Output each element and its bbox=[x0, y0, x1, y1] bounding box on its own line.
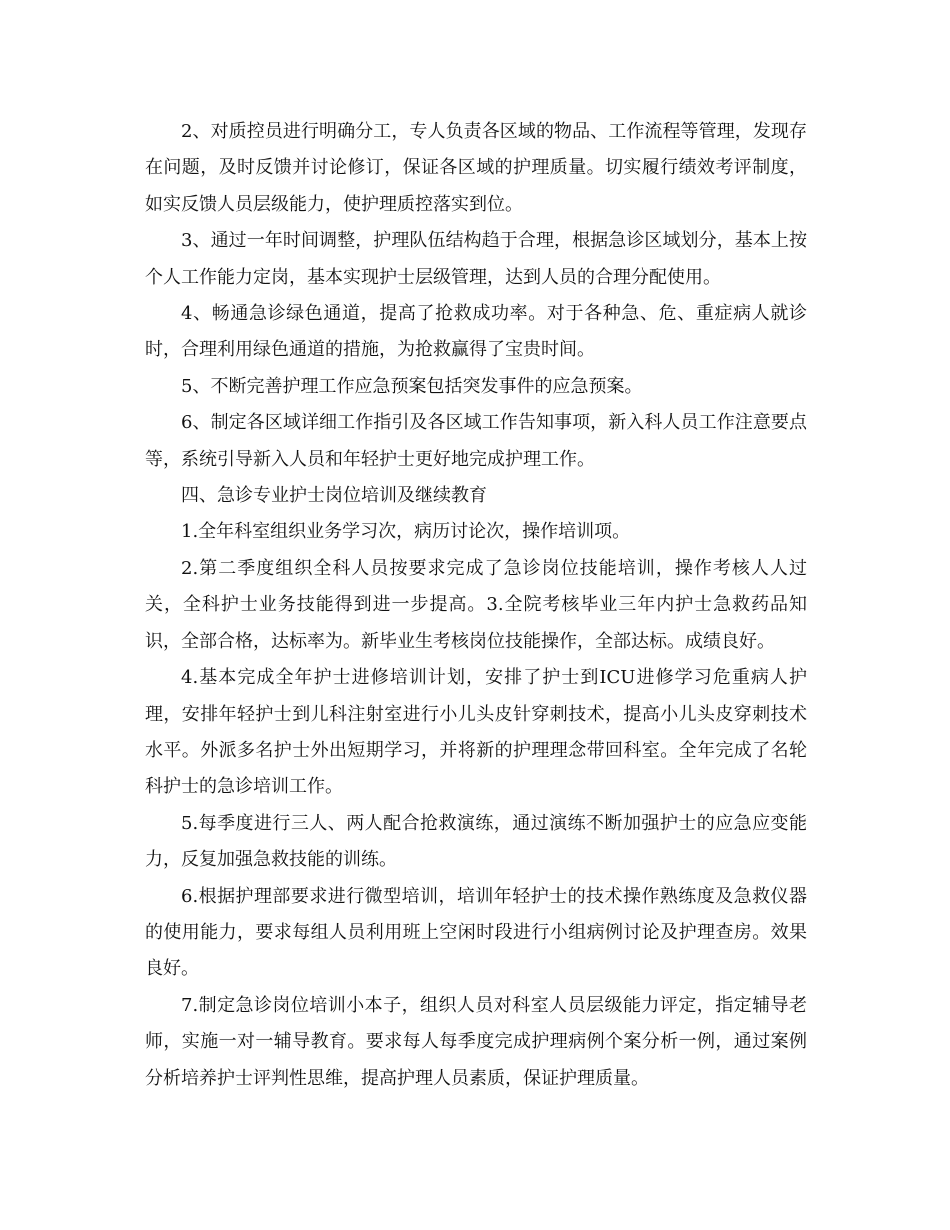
paragraph-green-channel: 4、畅通急诊绿色通道，提高了抢救成功率。对于各种急、危、重症病人就诊时，合理利用绿色通道的措施，为抢救赢得了宝贵时间。 bbox=[145, 303, 807, 361]
paragraph-advanced-study: 4.基本完成全年护士进修培训计划，安排了护士到ICU进修学习危重病人护理，安排年轻护士到儿科注射室进行小儿头皮针穿刺技术，提高小儿头皮穿刺技术水平。外派多名护士外出短期学习，并将新的护理理念带回科室。全年完成了名轮科护士的急诊培训工作。 bbox=[145, 667, 807, 798]
paragraph-quality-control: 2、对质控员进行明确分工，专人负责各区域的物品、工作流程等管理，发现存在问题，及时反馈并讨论修订，保证各区域的护理质量。切实履行绩效考评制度，如实反馈人员层级能力，使护理质控落实到位。 bbox=[145, 121, 807, 215]
paragraph-annual-study: 1.全年科室组织业务学习次，病历讨论次，操作培训项。 bbox=[181, 521, 631, 543]
document-body bbox=[145, 114, 807, 1097]
paragraph-emergency-plan: 5、不断完善护理工作应急预案包括突发事件的应急预案。 bbox=[181, 375, 643, 397]
paragraph-micro-training: 6.根据护理部要求进行微型培训，培训年轻护士的技术操作熟练度及急救仪器的使用能力，要求每组人员利用班上空闲时段进行小组病例讨论及护理查房。效果良好。 bbox=[145, 885, 807, 980]
paragraph-mentoring: 7.制定急诊岗位培训小本子，组织人员对科室人员层级能力评定，指定辅导老师，实施一对一辅导教育。要求每人每季度完成护理病例个案分析一例，通过案例分析培养护士评判性思维，提高护理人员素质，保证护理质量。 bbox=[145, 994, 807, 1089]
paragraph-skills-training: 2.第二季度组织全科人员按要求完成了急诊岗位技能培训，操作考核人人过关，全科护士业务技能得到进一步提高。3.全院考核毕业三年内护士急救药品知识，全部合格，达标率为。新毕业生考核岗位技能操作，全部达标。成绩良好。 bbox=[145, 557, 807, 652]
paragraph-rescue-drills: 5.每季度进行三人、两人配合抢救演练，通过演练不断加强护士的应急应变能力，反复加强急救技能的训练。 bbox=[145, 812, 807, 871]
section-heading-training: 四、急诊专业护士岗位培训及继续教育 bbox=[181, 485, 487, 507]
paragraph-work-guidelines: 6、制定各区域详细工作指引及各区域工作告知事项，新入科人员工作注意要点等，系统引导新入人员和年轻护士更好地完成护理工作。 bbox=[145, 412, 807, 470]
paragraph-team-structure: 3、通过一年时间调整，护理队伍结构趋于合理，根据急诊区域划分，基本上按个人工作能力定岗，基本实现护士层级管理，达到人员的合理分配使用。 bbox=[145, 230, 807, 288]
